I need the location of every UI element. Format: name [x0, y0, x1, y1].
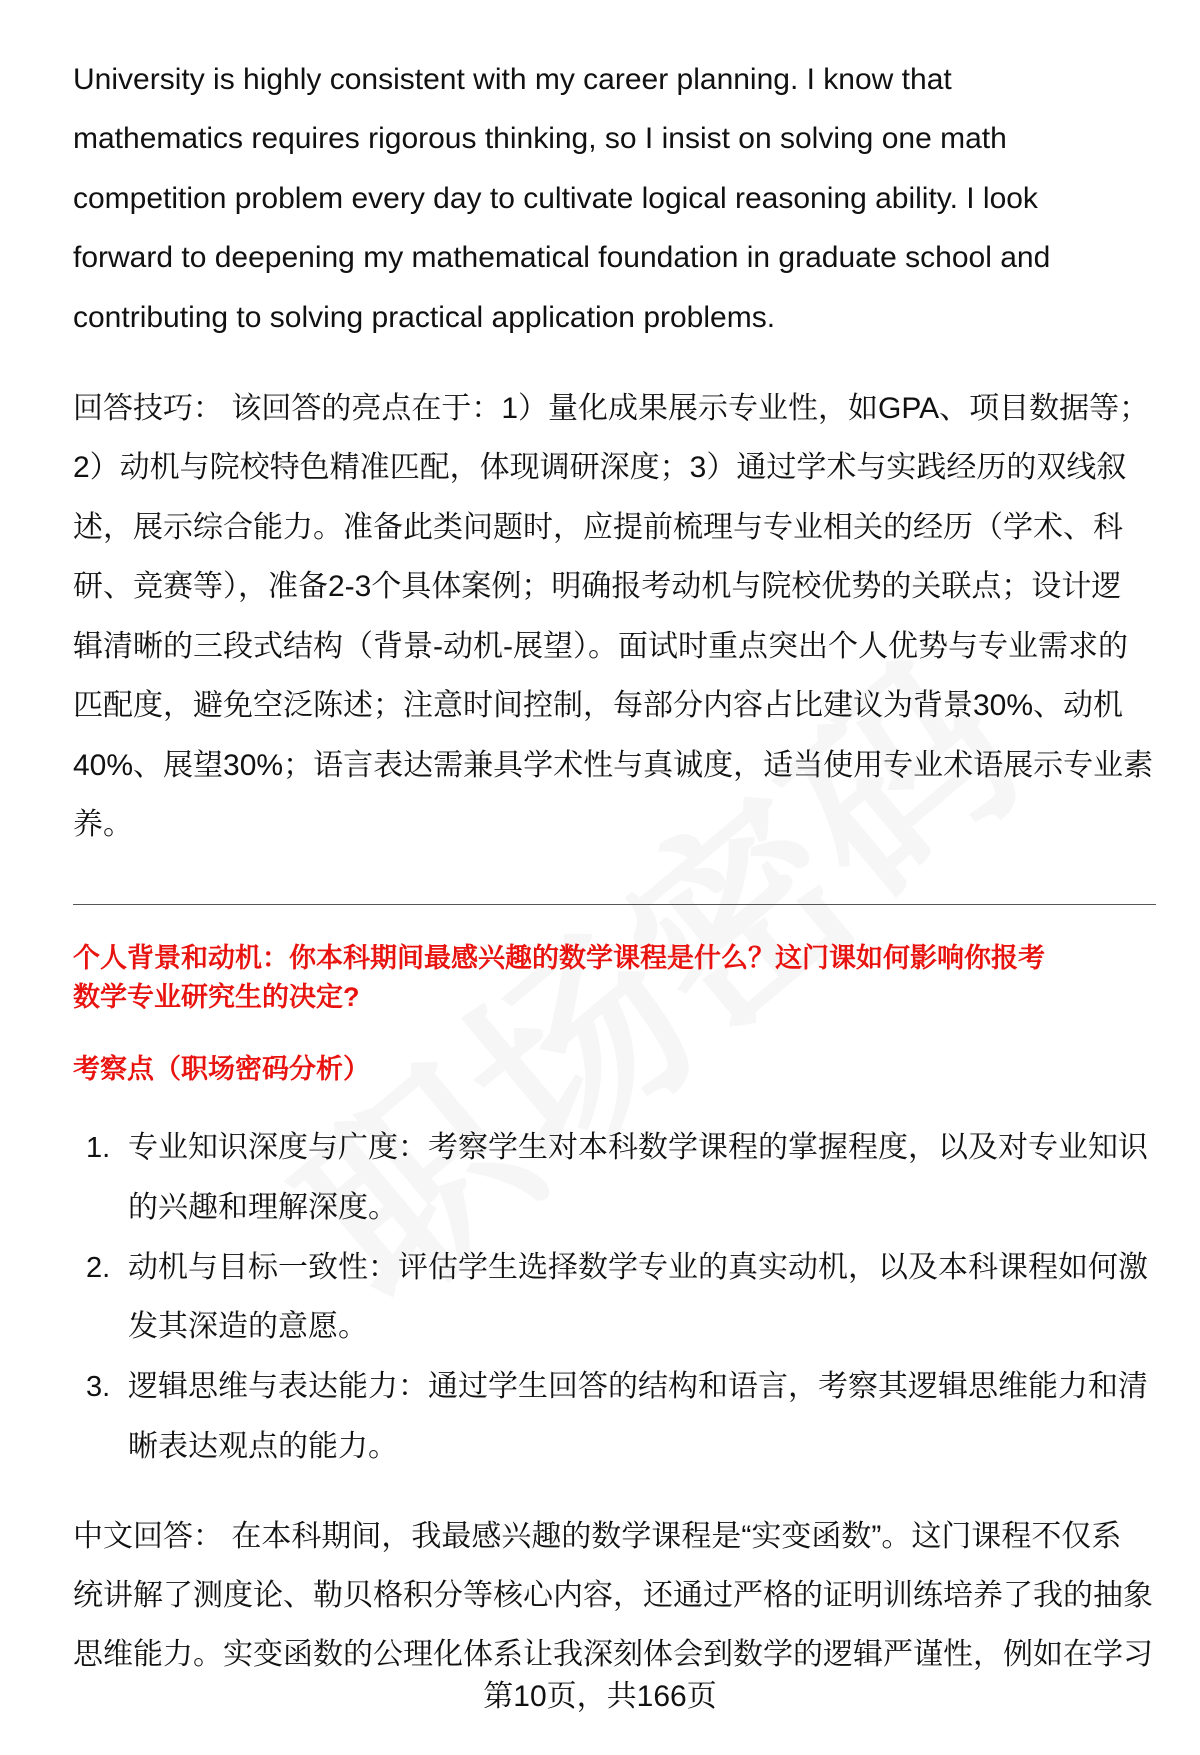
- text-line: competition problem every day to cultivate logical reasoning ability. I look: [73, 182, 1038, 215]
- text-line: 中文回答： 在本科期间，我最感兴趣的数学课程是“实变函数”。这门课程不仅系: [73, 1520, 1122, 1553]
- list-number: 1.: [86, 1132, 111, 1164]
- text-line: forward to deepening my mathematical foundation in graduate school and: [73, 241, 1051, 274]
- list-number: 2.: [86, 1252, 111, 1284]
- list-item-line: 晰表达观点的能力。: [128, 1430, 398, 1463]
- list-item-line: 逻辑思维与表达能力：通过学生回答的结构和语言，考察其逻辑思维能力和清: [128, 1370, 1148, 1403]
- list-item-line: 发其深造的意愿。: [128, 1310, 368, 1343]
- page-number: 第10页，共166页: [483, 1680, 717, 1713]
- text-line: 40%、展望30%；语言表达需兼具学术性与真诚度，适当使用专业术语展示专业素: [73, 749, 1154, 782]
- text-line: 统讲解了测度论、勒贝格积分等核心内容，还通过严格的证明训练培养了我的抽象: [73, 1579, 1153, 1612]
- text-line: 养。: [73, 808, 133, 841]
- list-number: 3.: [86, 1371, 111, 1403]
- text-line: 思维能力。实变函数的公理化体系让我深刻体会到数学的逻辑严谨性，例如在学习: [73, 1638, 1153, 1671]
- text-line: 辑清晰的三段式结构（背景-动机-展望）。面试时重点突出个人优势与专业需求的: [73, 630, 1128, 663]
- question-line: 数学专业研究生的决定?: [73, 982, 360, 1012]
- section-divider: [73, 904, 1156, 905]
- text-line: 回答技巧： 该回答的亮点在于：1）量化成果展示专业性，如GPA、项目数据等；: [73, 392, 1150, 425]
- text-line: 2）动机与院校特色精准匹配，体现调研深度；3）通过学术与实践经历的双线叙: [73, 451, 1127, 484]
- text-line: mathematics requires rigorous thinking, so I insist on solving one math: [73, 122, 1007, 155]
- list-item-line: 专业知识深度与广度：考察学生对本科数学课程的掌握程度，以及对专业知识: [128, 1131, 1148, 1164]
- assessment-heading: 考察点（职场密码分析）: [73, 1054, 370, 1084]
- text-line: 研、竞赛等），准备2-3个具体案例；明确报考动机与院校优势的关联点；设计逻: [73, 570, 1122, 603]
- text-line: 匹配度，避免空泛陈述；注意时间控制，每部分内容占比建议为背景30%、动机: [73, 689, 1124, 722]
- list-item-line: 的兴趣和理解深度。: [128, 1191, 398, 1224]
- question-line: 个人背景和动机：你本科期间最感兴趣的数学课程是什么？这门课如何影响你报考: [73, 943, 1045, 973]
- list-item-line: 动机与目标一致性：评估学生选择数学专业的真实动机，以及本科课程如何激: [128, 1251, 1148, 1284]
- text-line: 述，展示综合能力。准备此类问题时，应提前梳理与专业相关的经历（学术、科: [73, 511, 1123, 544]
- text-line: contributing to solving practical application problems.: [73, 301, 776, 334]
- text-line: University is highly consistent with my career planning. I know that: [73, 63, 952, 96]
